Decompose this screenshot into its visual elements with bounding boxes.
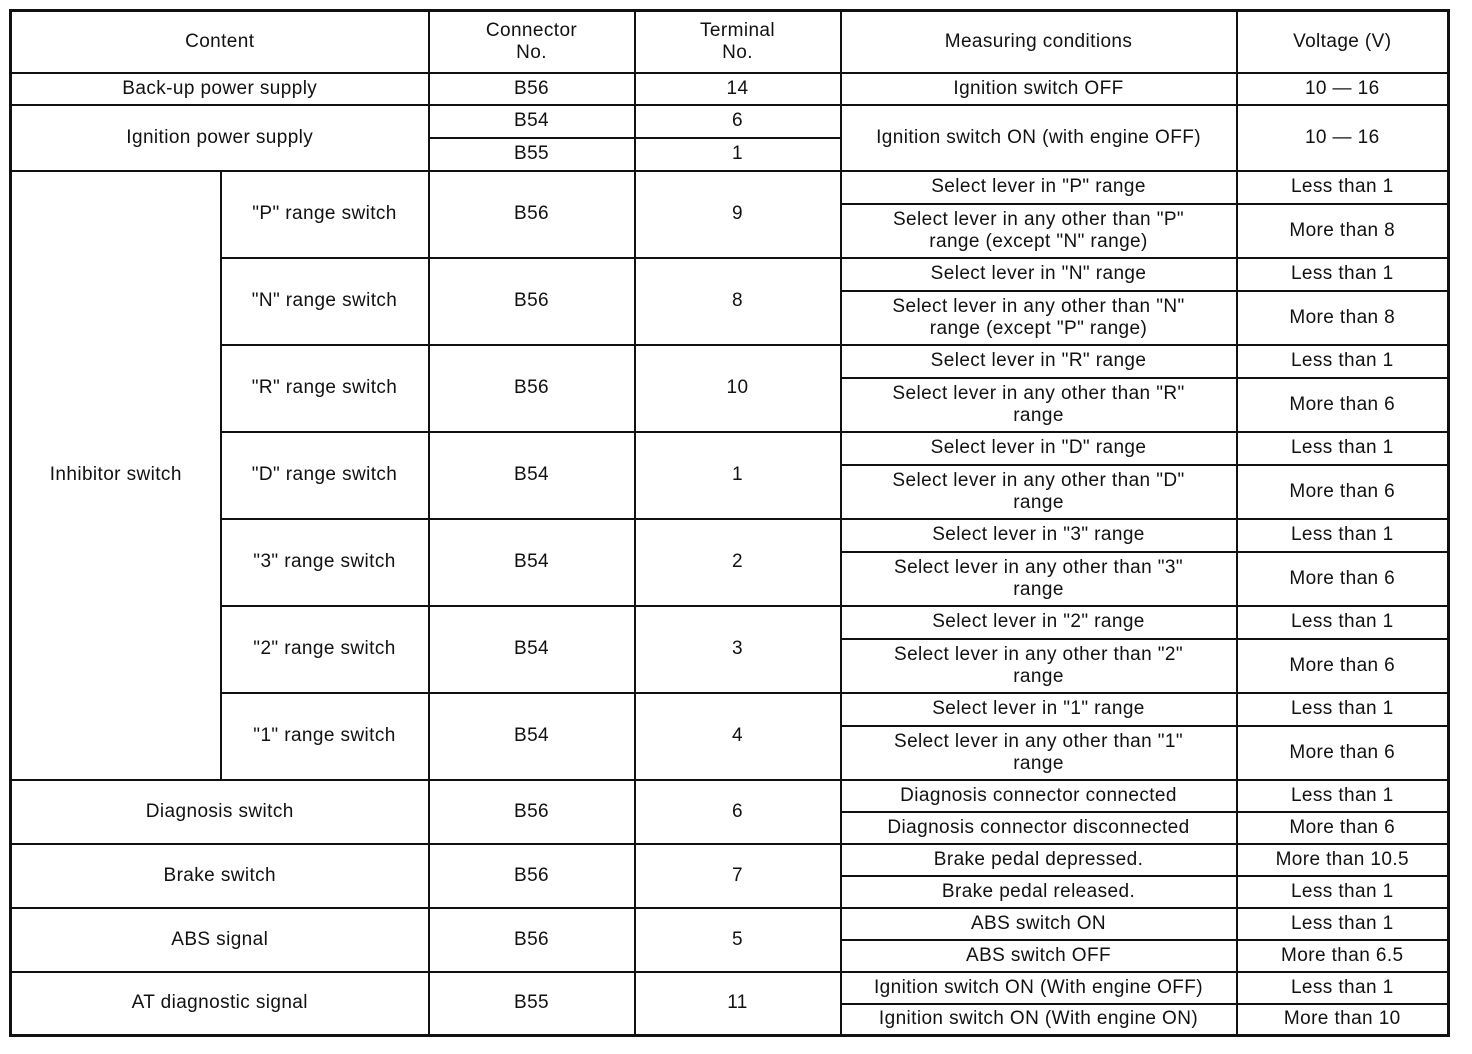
connector-cell: B54	[429, 606, 635, 693]
connector-cell: B54	[429, 693, 635, 780]
voltage-cell: More than 10.5	[1237, 844, 1449, 876]
condition-cell: Select lever in "2" range	[841, 606, 1237, 639]
terminal-cell: 10	[635, 345, 841, 432]
voltage-cell: More than 6	[1237, 812, 1449, 844]
condition-cell: Select lever in any other than "3" range	[841, 552, 1237, 606]
condition-cell: Select lever in any other than "1" range	[841, 726, 1237, 780]
condition-cell: Ignition switch OFF	[841, 73, 1237, 105]
connector-cell: B54	[429, 432, 635, 519]
condition-cell: Select lever in "N" range	[841, 258, 1237, 291]
terminal-cell: 8	[635, 258, 841, 345]
range-switch-name: "P" range switch	[221, 171, 429, 258]
table-row	[11, 73, 1449, 105]
header-terminal: Terminal No.	[635, 11, 841, 73]
voltage-cell: Less than 1	[1237, 519, 1449, 552]
header-voltage: Voltage (V)	[1237, 11, 1449, 73]
header-conditions: Measuring conditions	[841, 11, 1237, 73]
terminal-cell: 2	[635, 519, 841, 606]
content-cell: Diagnosis switch	[11, 780, 429, 844]
terminal-cell: 7	[635, 844, 841, 908]
condition-cell: Select lever in any other than "R" range	[841, 378, 1237, 432]
voltage-cell: More than 6	[1237, 465, 1449, 519]
connector-cell: B56	[429, 780, 635, 844]
condition-cell: Ignition switch ON (With engine ON)	[841, 1004, 1237, 1036]
condition-cell: Select lever in "R" range	[841, 345, 1237, 378]
voltage-cell: More than 8	[1237, 204, 1449, 258]
terminal-cell: 1	[635, 138, 841, 171]
voltage-cell: More than 10	[1237, 1004, 1449, 1036]
range-switch-name: "3" range switch	[221, 519, 429, 606]
terminal-cell: 5	[635, 908, 841, 972]
condition-cell: Select lever in any other than "2" range	[841, 639, 1237, 693]
condition-cell: Ignition switch ON (With engine OFF)	[841, 972, 1237, 1004]
voltage-cell: More than 6.5	[1237, 940, 1449, 972]
terminal-cell: 11	[635, 972, 841, 1036]
table-row	[11, 519, 1449, 552]
connector-cell: B56	[429, 345, 635, 432]
range-switch-name: "2" range switch	[221, 606, 429, 693]
table-row	[11, 171, 1449, 204]
table-row	[11, 105, 1449, 138]
table-row	[11, 908, 1449, 940]
table-row	[11, 693, 1449, 726]
voltage-cell: Less than 1	[1237, 972, 1449, 1004]
terminal-cell: 1	[635, 432, 841, 519]
condition-cell: ABS switch ON	[841, 908, 1237, 940]
header-content: Content	[11, 11, 429, 73]
table-row	[11, 258, 1449, 291]
voltage-cell: Less than 1	[1237, 876, 1449, 908]
connector-cell: B56	[429, 171, 635, 258]
voltage-cell: More than 6	[1237, 639, 1449, 693]
content-cell: Back-up power supply	[11, 73, 429, 105]
range-switch-name: "D" range switch	[221, 432, 429, 519]
range-switch-name: "R" range switch	[221, 345, 429, 432]
content-cell: AT diagnostic signal	[11, 972, 429, 1036]
terminal-cell: 4	[635, 693, 841, 780]
condition-cell: Brake pedal depressed.	[841, 844, 1237, 876]
table-row	[11, 432, 1449, 465]
inhibitor-switch-cell: Inhibitor switch	[11, 171, 221, 780]
connector-cell: B54	[429, 105, 635, 138]
terminal-voltage-table	[9, 9, 1450, 1037]
voltage-cell: More than 6	[1237, 378, 1449, 432]
table-row	[11, 606, 1449, 639]
table-row	[11, 780, 1449, 812]
range-switch-name: "N" range switch	[221, 258, 429, 345]
voltage-cell: Less than 1	[1237, 780, 1449, 812]
voltage-cell: Less than 1	[1237, 693, 1449, 726]
terminal-cell: 14	[635, 73, 841, 105]
condition-cell: Select lever in any other than "D" range	[841, 465, 1237, 519]
terminal-cell: 6	[635, 780, 841, 844]
voltage-cell: Less than 1	[1237, 606, 1449, 639]
condition-cell: Diagnosis connector connected	[841, 780, 1237, 812]
header-connector: Connector No.	[429, 11, 635, 73]
table-row	[11, 972, 1449, 1004]
voltage-cell: More than 6	[1237, 552, 1449, 606]
content-cell: Brake switch	[11, 844, 429, 908]
content-cell: Ignition power supply	[11, 105, 429, 171]
condition-cell: Select lever in any other than "P" range (except "N" range)	[841, 204, 1237, 258]
terminal-cell: 6	[635, 105, 841, 138]
condition-cell: Select lever in "1" range	[841, 693, 1237, 726]
terminal-cell: 9	[635, 171, 841, 258]
condition-cell: Ignition switch ON (with engine OFF)	[841, 105, 1237, 171]
voltage-cell: More than 8	[1237, 291, 1449, 345]
connector-cell: B54	[429, 519, 635, 606]
table-header-row	[11, 11, 1449, 73]
connector-cell: B56	[429, 258, 635, 345]
condition-cell: Brake pedal released.	[841, 876, 1237, 908]
voltage-cell: Less than 1	[1237, 258, 1449, 291]
condition-cell: Select lever in "P" range	[841, 171, 1237, 204]
connector-cell: B56	[429, 908, 635, 972]
voltage-cell: Less than 1	[1237, 432, 1449, 465]
table-row	[11, 345, 1449, 378]
condition-cell: ABS switch OFF	[841, 940, 1237, 972]
condition-cell: Select lever in "3" range	[841, 519, 1237, 552]
connector-cell: B56	[429, 844, 635, 908]
voltage-cell: 10 — 16	[1237, 73, 1449, 105]
content-cell: ABS signal	[11, 908, 429, 972]
voltage-cell: Less than 1	[1237, 345, 1449, 378]
voltage-cell: 10 — 16	[1237, 105, 1449, 171]
connector-cell: B56	[429, 73, 635, 105]
voltage-cell: Less than 1	[1237, 171, 1449, 204]
connector-cell: B55	[429, 138, 635, 171]
range-switch-name: "1" range switch	[221, 693, 429, 780]
condition-cell: Select lever in "D" range	[841, 432, 1237, 465]
voltage-cell: More than 6	[1237, 726, 1449, 780]
connector-cell: B55	[429, 972, 635, 1036]
condition-cell: Select lever in any other than "N" range (except "P" range)	[841, 291, 1237, 345]
terminal-cell: 3	[635, 606, 841, 693]
table-row	[11, 844, 1449, 876]
voltage-cell: Less than 1	[1237, 908, 1449, 940]
condition-cell: Diagnosis connector disconnected	[841, 812, 1237, 844]
